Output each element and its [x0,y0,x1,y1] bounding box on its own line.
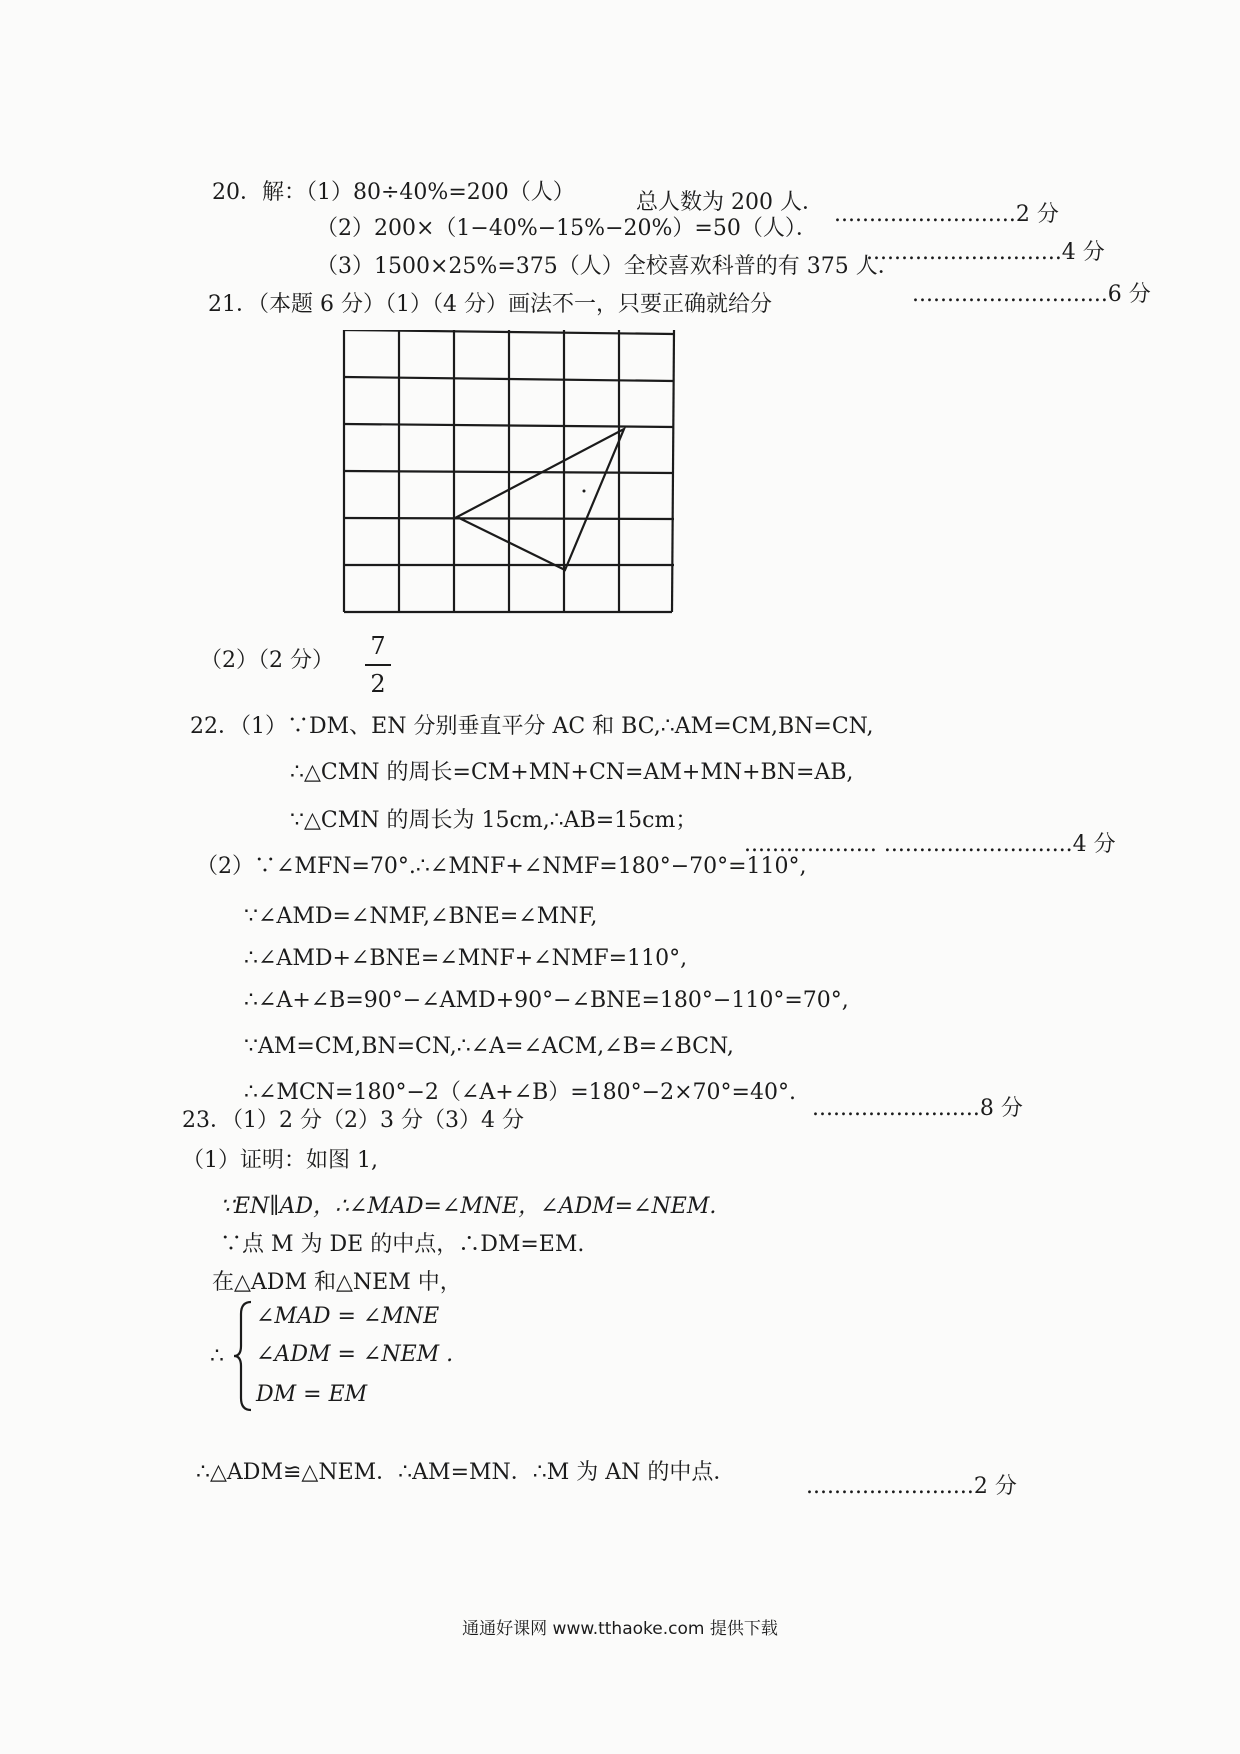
fraction-denominator: 2 [370,670,386,698]
q21-header: 21．（本题 6 分）（1）（4 分）画法不一，只要正确就给分 [208,292,772,317]
fraction-bar [365,664,391,666]
q22-line3: ∵△CMN 的周长为 15cm,∴AB=15cm； [290,808,698,833]
grid-triangle-diagram [340,330,690,630]
q23-line3: ∵EN∥AD，∴∠MAD=∠MNE，∠ADM=∠NEM. [220,1194,717,1219]
q20-line1: 20．解：（1）80÷40%=200（人） [212,180,575,205]
therefore-symbol: ∴ [210,1344,224,1369]
q20-line2-score: ............................4 分 [866,240,1105,265]
q22-line3-score: ................... ...........................4 分 [744,832,1116,857]
system-eq1: ∠MAD = ∠MNE [256,1304,440,1329]
q22-line1: 22．（1）∵DM、EN 分别垂直平分 AC 和 BC,∴AM=CM,BN=CN, [190,714,874,739]
q23-line4: ∵点 M 为 DE 的中点，∴DM=EM. [220,1232,585,1257]
system-eq3: DM = EM [256,1382,368,1407]
q22-line9-score: ........................8 分 [812,1096,1023,1121]
q23-line6-score: ........................2 分 [806,1474,1017,1499]
q22-line2: ∴△CMN 的周长=CM+MN+CN=AM+MN+BN=AB, [290,760,854,785]
q20-line2: （2）200×（1−40%−15%−20%）=50（人）． [316,216,818,241]
q23-line6: ∴△ADM≌△NEM．∴AM=MN．∴M 为 AN 的中点． [196,1460,736,1485]
grid-lines [344,330,674,612]
system-eq2: ∠ADM = ∠NEM . [256,1342,454,1367]
triangle-dot [583,490,586,493]
footer-source: 通通好课网 www.tthaoke.com 提供下载 [462,1619,778,1639]
q20-line1-note: 总人数为 200 人． [636,190,824,215]
q20-line3: （3）1500×25%=375（人）全校喜欢科普的有 375 人． [316,254,900,279]
q22-line7: ∴∠A+∠B=90°−∠AMD+90°−∠BNE=180°−110°=70°, [244,988,849,1013]
q21-part2-label: （2）（2 分） [200,648,334,673]
q21-answer-fraction [365,632,391,698]
q21-grid-figure [340,330,690,636]
q20-line3-score: ............................6 分 [912,282,1151,307]
triangle-shape [457,429,624,570]
q22-line4: （2）∵∠MFN=70°.∴∠MNF+∠NMF=180°−70°=110°, [196,854,807,879]
q20-line1-score: ..........................2 分 [834,202,1059,227]
q23-line2: （1）证明：如图 1, [182,1148,378,1173]
fraction-numerator: 7 [370,632,386,660]
q22-line6: ∴∠AMD+∠BNE=∠MNF+∠NMF=110°, [244,946,688,971]
q22-line5: ∵∠AMD=∠NMF,∠BNE=∠MNF, [244,904,598,929]
q23-line1: 23．（1）2 分（2）3 分（3）4 分 [182,1108,524,1133]
q22-line8: ∵AM=CM,BN=CN,∴∠A=∠ACM,∠B=∠BCN, [244,1034,734,1059]
q23-line5: 在△ADM 和△NEM 中， [212,1270,462,1295]
q22-line9: ∴∠MCN=180°−2（∠A+∠B）=180°−2×70°=40°. [244,1080,796,1105]
system-brace [233,1300,253,1412]
